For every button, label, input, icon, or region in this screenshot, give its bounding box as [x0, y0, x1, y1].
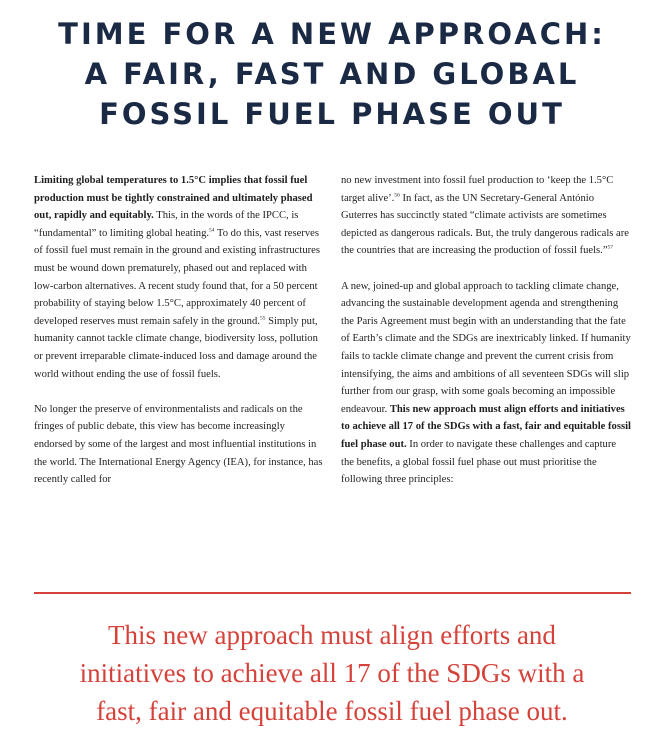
- paragraph-new-approach: [341, 278, 631, 489]
- title-line-2: A FAIR, FAST AND GLOBAL: [84, 57, 580, 91]
- paragraph-guterres: [341, 172, 631, 260]
- body-text: In fact, as the UN Secretary-General António Guterres has succinctly stated “climate activists are sometimes depicted as dangerous radicals. But, the truly dangerous radicals are the countries that are increasing the production of fossil fuels.”: [341, 192, 629, 257]
- bold-statement: This new approach must align efforts and initiatives to achieve all 17 of the SDGs with a fast, fair and equitable fossil fuel phase out.: [341, 403, 631, 450]
- body-text: This, in the words of the IPCC, is “fundamental” to limiting global heating.: [34, 210, 299, 239]
- pull-quote: [20, 616, 644, 730]
- pull-quote-line-1: This new approach must align efforts and: [108, 620, 556, 650]
- right-column: [341, 172, 631, 506]
- body-text: In order to navigate these challenges and capture the benefits, a global fossil fuel phase out must prioritise the following three principles:: [341, 438, 617, 486]
- title-line-1: TIME FOR A NEW APPROACH:: [58, 17, 606, 51]
- footnote-ref: 54: [209, 227, 215, 234]
- page-title: [0, 14, 664, 134]
- title-line-3: FOSSIL FUEL PHASE OUT: [99, 97, 565, 131]
- body-text: To do this, vast reserves of fossil fuel must remain in the ground and existing infrastructures must be wound down prematurely, phased out and replaced with low-carbon alternatives. A recent study found that, for a 50 percent probability of staying below 1.5°C, approximately 40 percent of developed reserves must remain safely in the ground.: [34, 227, 320, 327]
- footnote-ref: 57: [607, 244, 614, 251]
- body-text: no new investment into fossil fuel production to ‘keep the 1.5°C target alive’.: [341, 175, 614, 204]
- footnote-ref: 55: [259, 315, 266, 322]
- paragraph-institutions: No longer the preserve of environmentalists and radicals on the fringes of public debate, this view has become increasingly endorsed by some of the largest and most influential institutions in the world. The International Energy Agency (IEA), for instance, has recently called for: [34, 403, 323, 486]
- pull-quote-line-2: initiatives to achieve all 17 of the SDGs with a: [79, 658, 585, 688]
- bold-lead: Limiting global temperatures to 1.5°C implies that fossil fuel production must be tightly constrained and ultimately phased out, rapidly and equitably.: [34, 175, 313, 222]
- paragraph-ipcc: [34, 172, 324, 383]
- left-column: [34, 172, 324, 506]
- body-text: A new, joined-up and global approach to tackling climate change, advancing the sustainable development agenda and strengthening the Paris Agreement must begin with an understanding that the fate of Earth’s climate and the SDGs are inextricably linked. If humanity fails to tackle climate change and prevent the current crisis from intensifying, the aims and ambitions of all seventeen SDGs will slip further from our grasp, with some goals becoming an impossible endeavour.: [341, 280, 631, 415]
- divider-rule: [34, 592, 631, 594]
- body-text: Simply put, humanity cannot tackle climate change, biodiversity loss, pollution or prevent irreparable climate-induced loss and damage around the world without ending the use of fossil fuels.: [34, 315, 318, 380]
- pull-quote-line-3: fast, fair and equitable fossil fuel phase out.: [96, 696, 568, 726]
- footnote-ref: 56: [394, 192, 400, 199]
